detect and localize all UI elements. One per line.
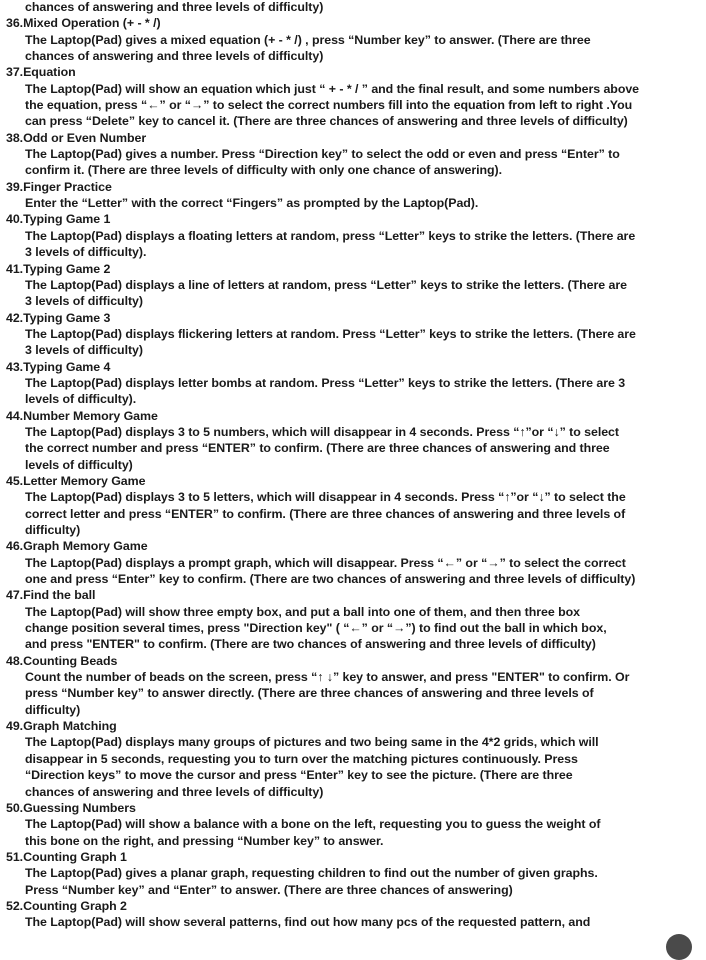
body-text-line: the correct number and press “ENTER” to confirm. (There are three chances of answering and three bbox=[25, 441, 610, 456]
body-text-line: The Laptop(Pad) displays flickering letters at random. Press “Letter” keys to strike the letters. (There are bbox=[25, 326, 636, 341]
section-heading: 51.Counting Graph 1 bbox=[6, 849, 127, 864]
section-heading: 41.Typing Game 2 bbox=[6, 261, 111, 276]
body-text-line: Enter the “Letter” with the correct “Fingers” as prompted by the Laptop(Pad). bbox=[25, 196, 479, 211]
body-text-line: confirm it. (There are three levels of difficulty with only one chance of answering). bbox=[25, 163, 503, 178]
section-heading: 43.Typing Game 4 bbox=[6, 359, 111, 374]
body-text-line: the equation, press “←” or “→” to select the correct numbers fill into the equation from left to right .You bbox=[25, 98, 633, 113]
section-heading: 44.Number Memory Game bbox=[6, 408, 158, 423]
section-heading: 47.Find the ball bbox=[6, 588, 96, 603]
body-text-line: chances of answering and three levels of difficulty) bbox=[25, 49, 324, 64]
body-text-line: The Laptop(Pad) gives a planar graph, requesting children to find out the number of given graphs. bbox=[25, 866, 598, 881]
section-heading: 50.Guessing Numbers bbox=[6, 800, 136, 815]
body-text-line: The Laptop(Pad) will show several patterns, find out how many pcs of the requested pattern, and bbox=[25, 915, 591, 930]
body-text-line: 3 levels of difficulty) bbox=[25, 343, 143, 358]
body-text-line: The Laptop(Pad) displays a floating letters at random, press “Letter” keys to strike the letters. (There are bbox=[25, 228, 636, 243]
body-text-line: chances of answering and three levels of difficulty) bbox=[25, 784, 324, 799]
body-text-line: this bone on the right, and pressing “Number key” to answer. bbox=[25, 833, 384, 848]
section-heading: 40.Typing Game 1 bbox=[6, 212, 111, 227]
body-text-line: The Laptop(Pad) displays a prompt graph, which will disappear. Press “←” or “→” to select the correct bbox=[25, 555, 626, 570]
body-text-line: 3 levels of difficulty). bbox=[25, 245, 147, 260]
section-heading: 38.Odd or Even Number bbox=[6, 130, 147, 145]
body-text-line: The Laptop(Pad) displays many groups of pictures and two being same in the 4*2 grids, which will bbox=[25, 735, 599, 750]
section-heading: 49.Graph Matching bbox=[6, 719, 117, 734]
body-text-line: 3 levels of difficulty) bbox=[25, 294, 143, 309]
section-heading: 52.Counting Graph 2 bbox=[6, 898, 127, 913]
body-text-line: one and press “Enter” key to confirm. (There are two chances of answering and three levels of difficulty) bbox=[25, 572, 636, 587]
body-text-line: The Laptop(Pad) will show an equation which just “ + - * / ” and the final result, and some numbers above bbox=[25, 81, 640, 96]
body-text-line: difficulty) bbox=[25, 702, 81, 717]
body-text-line: The Laptop(Pad) gives a number. Press “Direction key” to select the odd or even and press “Enter” to bbox=[25, 147, 620, 162]
body-text-line: levels of difficulty). bbox=[25, 392, 137, 407]
body-text-line: Count the number of beads on the screen, press “↑ ↓” key to answer, and press "ENTER" to confirm. Or bbox=[25, 670, 630, 685]
body-text-line: The Laptop(Pad) displays 3 to 5 letters, which will disappear in 4 seconds. Press “↑”or “↓” to select the bbox=[25, 490, 626, 505]
body-text-line: “Direction keys” to move the cursor and press “Enter” key to see the picture. (There are three bbox=[25, 768, 573, 783]
body-text-line: The Laptop(Pad) displays a line of letters at random, press “Letter” keys to strike the letters. (There are bbox=[25, 277, 627, 292]
corner-badge-icon bbox=[666, 934, 692, 960]
section-heading: 42.Typing Game 3 bbox=[6, 310, 111, 325]
section-heading: 37.Equation bbox=[6, 65, 76, 80]
body-text-line: difficulty) bbox=[25, 523, 81, 537]
body-text-line: The Laptop(Pad) displays letter bombs at random. Press “Letter” keys to strike the letters. (There are 3 bbox=[25, 375, 626, 390]
body-text-line: The Laptop(Pad) gives a mixed equation (+ - * /) , press “Number key” to answer. (There are three bbox=[25, 32, 591, 47]
section-heading: 46.Graph Memory Game bbox=[6, 539, 148, 554]
body-text-line: levels of difficulty) bbox=[25, 457, 133, 472]
section-heading: 45.Letter Memory Game bbox=[6, 473, 146, 488]
body-text-line: The Laptop(Pad) will show a balance with a bone on the left, requesting you to guess the weight of bbox=[25, 817, 601, 832]
body-text-line: The Laptop(Pad) will show three empty box, and put a ball into one of them, and then three box bbox=[25, 604, 580, 619]
section-heading: 48.Counting Beads bbox=[6, 653, 118, 668]
body-text-line: correct letter and press “ENTER” to confirm. (There are three chances of answering and three levels of bbox=[25, 506, 626, 521]
body-text-line: can press “Delete” key to cancel it. (There are three chances of answering and three levels of difficulty) bbox=[25, 114, 628, 129]
body-text-line: change position several times, press "Direction key" ( “←” or “→”) to find out the ball in which box, bbox=[25, 621, 607, 636]
continued-text-line: chances of answering and three levels of difficulty) bbox=[25, 0, 324, 14]
section-heading: 36.Mixed Operation (+ - * /) bbox=[6, 16, 161, 31]
section-heading: 39.Finger Practice bbox=[6, 179, 112, 194]
body-text-line: press “Number key” to answer directly. (There are three chances of answering and three levels of bbox=[25, 686, 594, 701]
body-text-line: Press “Number key” and “Enter” to answer. (There are three chances of answering) bbox=[25, 882, 513, 897]
body-text-line: and press "ENTER" to confirm. (There are two chances of answering and three levels of difficulty) bbox=[25, 637, 596, 652]
body-text-line: disappear in 5 seconds, requesting you to turn over the matching pictures continuously. Press bbox=[25, 751, 578, 766]
body-text-line: The Laptop(Pad) displays 3 to 5 numbers, which will disappear in 4 seconds. Press “↑”or “↓” to select bbox=[25, 424, 619, 439]
